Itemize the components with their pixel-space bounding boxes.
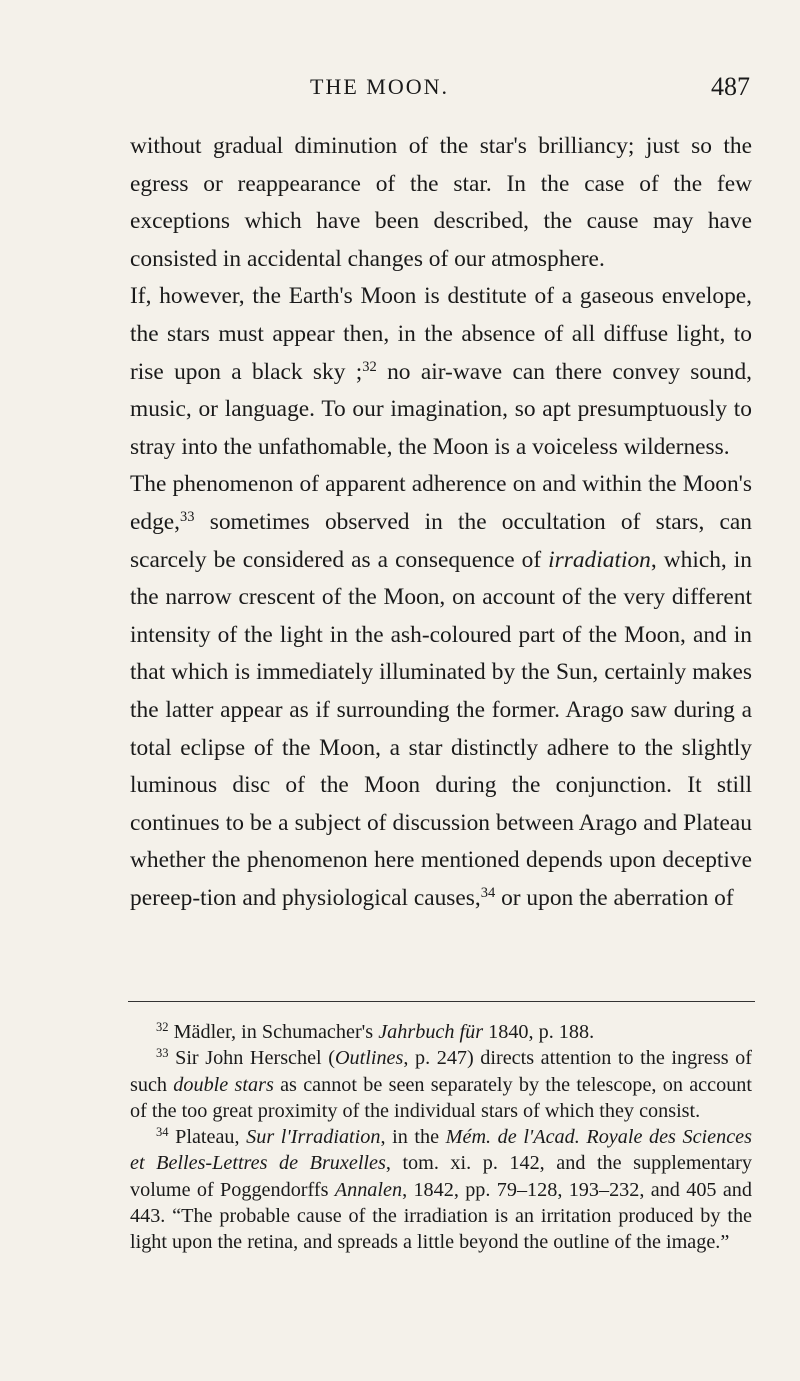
paragraph-text: , which, in the narrow crescent of the Moon, on account of the very different intensity of the light in the ash-coloured part of the Moon, and in that which is immediately illuminated by the Sun, certainly makes the latter appear as if surrounding the former. Arago saw during a total eclipse of the Moon, a star distinctly adhere to the slightly luminous disc of the Moon during the conjunction. It still continues to be a subject of discussion between Arago and Plateau whether the phenomenon here mentioned depends upon deceptive pereep-tion and physiological causes, <box>130 546 752 911</box>
footnote-number: 33 <box>156 1046 169 1061</box>
italic-title: Mém. de l'Acad. Royale des Sciences et Belles-Lettres de Bruxelles <box>130 1126 752 1175</box>
italic-title: Sur l'Irradiation <box>246 1126 381 1149</box>
footnote-text: 1840, p. 188. <box>483 1021 595 1043</box>
footnote-text: , in the <box>380 1126 446 1149</box>
paragraph-text: without gradual diminution of the star's brilliancy; just so the egress or reappearance of the star. In the case of the few exceptions which have been described, the cause may have consisted in accidental changes of our atmosphere. <box>130 133 752 272</box>
footnote-text: , p. 247) directs attention to the ingress of such <box>130 1047 752 1096</box>
paragraph-3 <box>130 466 752 917</box>
footnote-reference: 34 <box>480 884 496 901</box>
paragraph-1 <box>130 128 752 278</box>
footnote-number: 32 <box>156 1020 169 1035</box>
paragraph-text: sometimes observed in the occultation of stars, can scarcely be considered as a consequence of <box>130 508 752 573</box>
paragraph-text: If, however, the Earth's Moon is destitute of a gaseous envelope, the stars must appear then, in the absence of all diffuse light, to rise upon a black sky ; <box>130 283 752 385</box>
footnote-33 <box>130 1045 752 1124</box>
paragraph-text: or upon the aberration of <box>495 884 734 911</box>
footnote-reference: 32 <box>362 358 377 375</box>
running-title: THE MOON. <box>310 74 449 99</box>
footnote-text: , 1842, pp. 79–128, 193–232, and 405 and 443. “The probable cause of the irradiation is an irritation produced by the light upon the retina, and spreads a little beyond the outline of the image.” <box>130 1178 752 1254</box>
italic-title: Jahrbuch für <box>378 1021 484 1043</box>
footnote-text: Plateau, <box>168 1126 247 1149</box>
paragraph-text: The phenomenon of apparent adherence on and within the Moon's edge, <box>130 471 752 535</box>
body-text <box>130 128 752 917</box>
italic-title: Annalen <box>334 1178 403 1201</box>
running-header <box>130 74 750 106</box>
italic-term: irradiation <box>548 546 651 573</box>
footnote-text: Mädler, in Schumacher's <box>168 1021 379 1043</box>
italic-title: Outlines <box>334 1047 404 1070</box>
footnote-divider <box>128 1001 755 1002</box>
footnote-text: as cannot be seen separately by the telescope, on account of the too great proximity of the individual stars of which they consist. <box>130 1073 752 1122</box>
italic-term: double stars <box>173 1073 274 1096</box>
footnote-text: , tom. xi. p. 142, and the supplementary volume of Poggendorffs <box>130 1152 752 1201</box>
footnote-text: Sir John Herschel ( <box>168 1047 335 1070</box>
footnotes <box>130 1019 752 1256</box>
paragraph-text: no air-wave can there convey sound, music, or language. To our imagination, so apt presumptuously to stray into the unfathomable, the Moon is a voiceless wilderness. <box>130 358 752 460</box>
footnote-32 <box>130 1019 752 1045</box>
page-number: 487 <box>711 72 750 101</box>
footnote-number: 34 <box>156 1125 169 1140</box>
paragraph-2 <box>130 278 752 466</box>
footnote-34 <box>130 1124 752 1255</box>
footnote-reference: 33 <box>180 508 195 525</box>
